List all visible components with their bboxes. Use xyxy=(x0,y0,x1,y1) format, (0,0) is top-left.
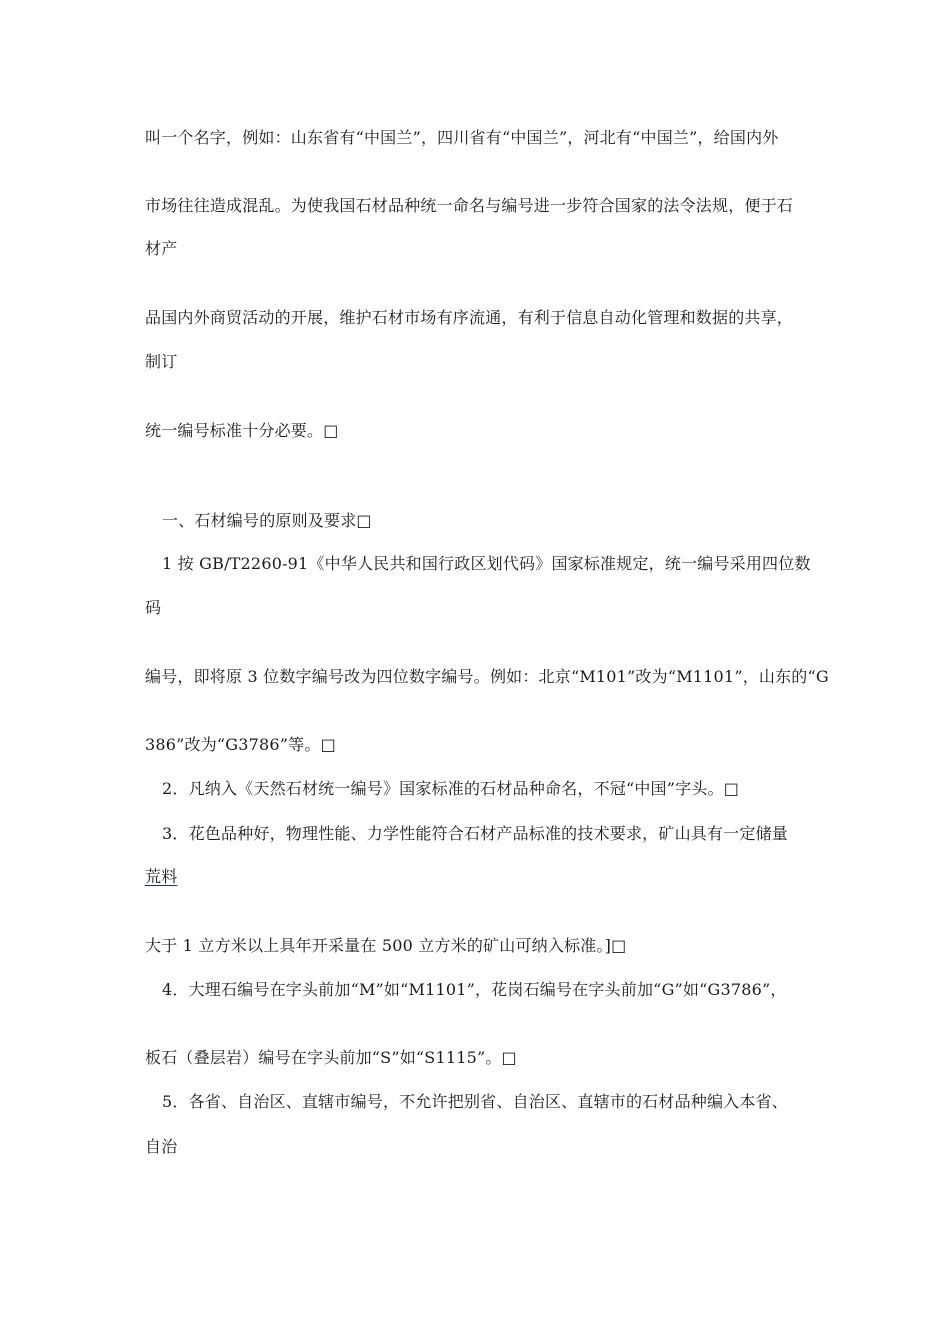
paragraph-line: 编号，即将原 3 位数字编号改为四位数字编号。例如：北京“M101”改为“M1101”，山东的“G xyxy=(145,667,829,686)
list-item: 3．花色品种好，物理性能、力学性能符合石材产品标准的技术要求，矿山具有一定储量 xyxy=(162,824,788,843)
paragraph-line: 叫一个名字，例如：山东省有“中国兰”，四川省有“中国兰”，河北有“中国兰”，给国内外 xyxy=(145,128,779,147)
paragraph-line: 品国内外商贸活动的开展，维护石材市场有序流通，有利于信息自动化管理和数据的共享， xyxy=(145,308,794,327)
paragraph-line: 制订 xyxy=(145,352,178,371)
paragraph-line: 码 xyxy=(145,598,162,617)
paragraph-line: 板石（叠层岩）编号在字头前加“S”如“S1115”。□ xyxy=(145,1048,517,1067)
list-item: 1 按 GB/T2260-91《中华人民共和国行政区划代码》国家标准规定，统一编号采用四位数 xyxy=(162,554,811,573)
paragraph-line: 统一编号标准十分必要。□ xyxy=(145,421,339,440)
paragraph-line: 自治 xyxy=(145,1137,178,1156)
list-item: 5．各省、自治区、直辖市编号，不允许把别省、自治区、直辖市的石材品种编入本省、 xyxy=(162,1092,788,1111)
hyperlink-term[interactable]: 荒料 xyxy=(145,867,178,886)
paragraph-line: 材产 xyxy=(145,239,178,258)
list-item: 4．大理石编号在字头前加“M”如“M1101”，花岗石编号在字头前加“G”如“G3786”， xyxy=(162,980,787,999)
paragraph-line: 市场往往造成混乱。为使我国石材品种统一命名与编号进一步符合国家的法令法规，便于石 xyxy=(145,196,794,215)
paragraph-line: 大于 1 立方米以上具年开采量在 500 立方米的矿山可纳入标准。]□ xyxy=(145,936,627,955)
paragraph-line: 386”改为“G3786”等。□ xyxy=(145,735,336,754)
list-item: 2．凡纳入《天然石材统一编号》国家标准的石材品种命名，不冠“中国”字头。□ xyxy=(162,779,740,798)
section-heading: 一、石材编号的原则及要求□ xyxy=(162,511,372,530)
